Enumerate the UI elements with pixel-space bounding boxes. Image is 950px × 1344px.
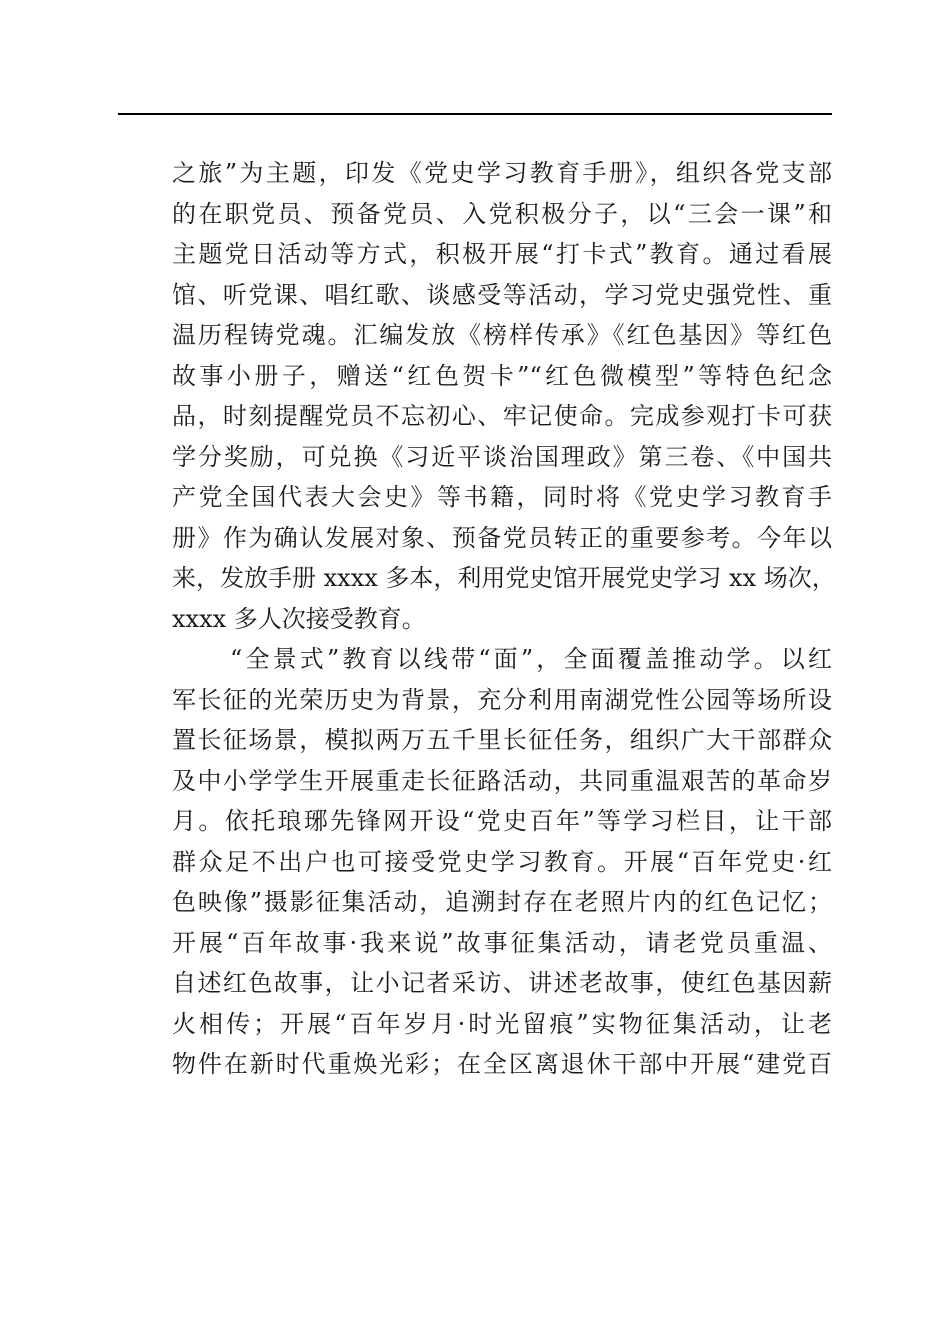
- text-line: 品，时刻提醒党员不忘初心、牢记使命。完成参观打卡可获: [172, 402, 832, 430]
- text-line: 色映像”摄影征集活动，追溯封存在老照片内的红色记忆；: [172, 888, 832, 916]
- text-line: 火相传；开展“百年岁月·时光留痕”实物征集活动，让老: [172, 1009, 832, 1038]
- paragraph-first-line: “全景式”教育以线带“面”，全面覆盖推动学。以红: [230, 645, 832, 673]
- text-line: 开展“百年故事·我来说”故事征集活动，请老党员重温、: [172, 928, 832, 957]
- text-line: 置长征场景，模拟两万五千里长征任务，组织广大干部群众: [172, 726, 832, 754]
- text-line: 月。依托琅琊先锋网开设“党史百年”等学习栏目，让干部: [172, 807, 832, 835]
- text-line: 群众足不出户也可接受党史学习教育。开展“百年党史·红: [172, 847, 832, 876]
- text-line: 温历程铸党魂。汇编发放《榜样传承》《红色基因》等红色: [172, 321, 832, 349]
- text-line: 物件在新时代重焕光彩；在全区离退休干部中开展“建党百: [172, 1050, 832, 1078]
- body-text: [172, 153, 836, 1085]
- text-line: 来，发放手册 xxxx 多本，利用党史馆开展党史学习 xx 场次，: [172, 564, 836, 592]
- text-line: 的在职党员、预备党员、入党积极分子，以“三会一课”和: [172, 199, 832, 228]
- text-line: 之旅”为主题，印发《党史学习教育手册》，组织各党支部: [172, 159, 832, 187]
- text-line: 馆、听党课、唱红歌、谈感受等活动，学习党史强党性、重: [172, 280, 832, 309]
- text-line: xxxx 多人次接受教育。: [172, 604, 426, 633]
- text-line: 自述红色故事，让小记者采访、讲述老故事，使红色基因薪: [172, 969, 832, 997]
- text-line: 及中小学学生开展重走长征路活动，共同重温艰苦的革命岁: [172, 766, 832, 795]
- text-line: 产党全国代表大会史》等书籍，同时将《党史学习教育手: [172, 483, 832, 511]
- text-line: 学分奖励，可兑换《习近平谈治国理政》第三卷、《中国共: [172, 442, 832, 471]
- header-rule: [118, 113, 832, 115]
- text-line: 册》作为确认发展对象、预备党员转正的重要参考。今年以: [172, 523, 832, 552]
- text-line: 主题党日活动等方式，积极开展“打卡式”教育。通过看展: [172, 240, 832, 268]
- text-line: 军长征的光荣历史为背景，充分利用南湖党性公园等场所设: [172, 685, 832, 714]
- text-line: 故事小册子，赠送“红色贺卡”“红色微模型”等特色纪念: [172, 361, 832, 390]
